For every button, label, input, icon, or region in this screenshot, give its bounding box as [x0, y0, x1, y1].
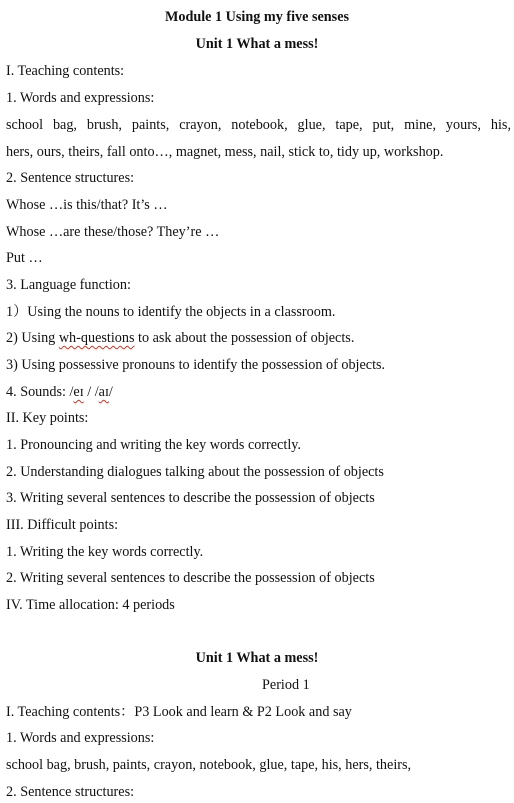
vocab-line: hers, ours, theirs, fall onto…, magnet, mess, nail, stick to, tidy up, workshop. — [6, 144, 444, 160]
subheading: 2. Sentence structures: — [6, 170, 135, 186]
sounds-line — [6, 383, 113, 401]
function-line-wh — [6, 329, 354, 347]
text-segment: / — [108, 384, 113, 400]
period-label: Period 1 — [262, 677, 310, 693]
sentence-line: Whose …is this/that? It’s … — [6, 197, 168, 213]
key-point-line: 3. Writing several sentences to describe the possession of objects — [6, 490, 375, 506]
key-point-line: 2. Understanding dialogues talking about the possession of objects — [6, 464, 384, 480]
vocab-line: school bag, brush, paints, crayon, notebook, glue, tape, his, hers, theirs, — [6, 757, 412, 773]
section-heading: IV. Time allocation: 4 periods — [6, 597, 175, 613]
difficult-point-line: 2. Writing several sentences to describe the possession of objects — [6, 570, 375, 586]
text-segment: 2) Using — [6, 330, 59, 346]
unit-title: Unit 1 What a mess! — [195, 36, 319, 52]
subheading: 2. Sentence structures: — [6, 784, 135, 800]
sentence-line: Put … — [6, 250, 43, 266]
section-heading: I. Teaching contents：P3 Look and learn & P2 Look and say — [6, 704, 352, 720]
spellcheck-marked-symbol: eɪ — [73, 384, 84, 400]
function-line: 1）Using the nouns to identify the objects in a classroom. — [6, 304, 336, 320]
text-segment: 4. Sounds: / — [6, 384, 74, 400]
section-heading: III. Difficult points: — [6, 517, 119, 533]
sentence-line: Whose …are these/those? They’re … — [6, 224, 220, 240]
unit-title-2: Unit 1 What a mess! — [195, 650, 319, 666]
spellcheck-marked-symbol: aɪ — [98, 384, 109, 400]
spellcheck-marked-word: wh-questions — [58, 330, 135, 346]
section-heading: I. Teaching contents: — [6, 63, 125, 79]
text-segment: to ask about the possession of objects. — [134, 330, 355, 346]
text-segment: / / — [83, 384, 99, 400]
difficult-point-line: 1. Writing the key words correctly. — [6, 544, 204, 560]
subheading: 1. Words and expressions: — [6, 90, 155, 106]
subheading: 3. Language function: — [6, 277, 131, 293]
subheading: 1. Words and expressions: — [6, 730, 155, 746]
vocab-line: school bag, brush, paints, crayon, notebook, glue, tape, put, mine, yours, his, — [6, 117, 511, 133]
module-title: Module 1 Using my five senses — [164, 9, 350, 25]
section-heading: II. Key points: — [6, 410, 89, 426]
key-point-line: 1. Pronouncing and writing the key words correctly. — [6, 437, 301, 453]
function-line: 3) Using possessive pronouns to identify the possession of objects. — [6, 357, 386, 373]
